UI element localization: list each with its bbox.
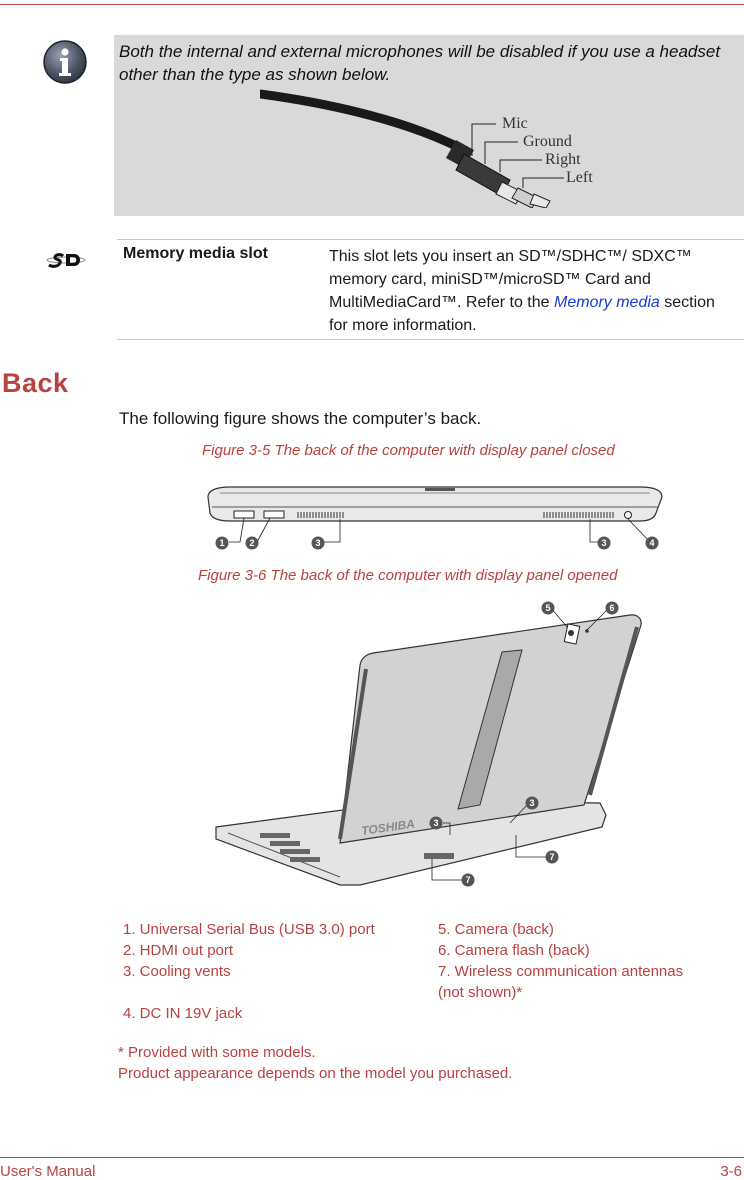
- footnote-models: * Provided with some models.: [118, 1044, 316, 1061]
- info-icon: [42, 39, 88, 85]
- legend-item-7-note: (not shown)*: [438, 984, 523, 1001]
- callout-3b: 3: [601, 538, 607, 548]
- section-heading: Back: [2, 368, 69, 398]
- legend-item-1: 1. Universal Serial Bus (USB 3.0) port: [123, 921, 375, 938]
- legend-item-7: 7. Wireless communication antennas: [438, 963, 684, 980]
- top-rule: [0, 4, 744, 5]
- callout-3b-open: 3: [529, 798, 535, 808]
- legend-item-2: 2. HDMI out port: [123, 942, 234, 959]
- jack-label-ground: Ground: [523, 133, 572, 150]
- jack-label-left: Left: [566, 169, 593, 186]
- footer-rule: [0, 1157, 744, 1158]
- note-text: Both the internal and external microphones will be disabled if you use a headset other than the type as shown below.: [119, 42, 721, 84]
- callout-1: 1: [219, 538, 225, 548]
- figure-caption-1: Figure 3-5 The back of the computer with display panel closed: [202, 442, 615, 459]
- table-top-rule: [117, 239, 744, 240]
- toshiba-logo: TOSHIBA: [360, 816, 416, 838]
- legend-right: [438, 919, 683, 1003]
- callout-7: 7: [549, 852, 555, 862]
- legend-item-4: 4. DC IN 19V jack: [123, 1005, 243, 1022]
- jack-label-mic: Mic: [502, 115, 528, 132]
- callout-6: 6: [609, 603, 615, 613]
- callout-7b: 7: [465, 875, 471, 885]
- footnotes: [118, 1042, 512, 1084]
- definition-text-end: section for more information.: [329, 294, 715, 334]
- definition-text: This slot lets you insert an SD™/SDHC™/ SDXC™ memory card, miniSD™/microSD™ Card and MultiMediaCard™. Refer to the: [329, 248, 692, 311]
- intro-text: The following figure shows the computer’s back.: [119, 409, 482, 428]
- footer-title: User's Manual: [0, 1163, 96, 1180]
- callout-3: 3: [315, 538, 321, 548]
- table-term: Memory media slot: [123, 245, 268, 262]
- page-number: 3-6: [720, 1163, 742, 1180]
- callout-5: 5: [545, 603, 551, 613]
- legend-left: [123, 919, 375, 1024]
- jack-label-right: Right: [545, 151, 581, 168]
- table-definition: [329, 245, 729, 337]
- legend-item-5: 5. Camera (back): [438, 921, 554, 938]
- legend-item-3: 3. Cooling vents: [123, 963, 231, 980]
- figure-back-closed: [200, 475, 670, 555]
- callout-2: 2: [249, 538, 255, 548]
- footnote-appearance: Product appearance depends on the model you purchased.: [118, 1065, 513, 1082]
- callout-3-open: 3: [433, 818, 439, 828]
- callout-4: 4: [649, 538, 655, 548]
- headset-jack-illustration: [260, 88, 610, 208]
- legend-item-6: 6. Camera flash (back): [438, 942, 590, 959]
- memory-media-link[interactable]: Memory media: [553, 294, 660, 311]
- figure-back-opened: [210, 595, 650, 895]
- sd-card-icon: [46, 252, 86, 268]
- figure-caption-2: Figure 3-6 The back of the computer with display panel opened: [198, 567, 618, 584]
- table-bottom-rule: [117, 339, 744, 340]
